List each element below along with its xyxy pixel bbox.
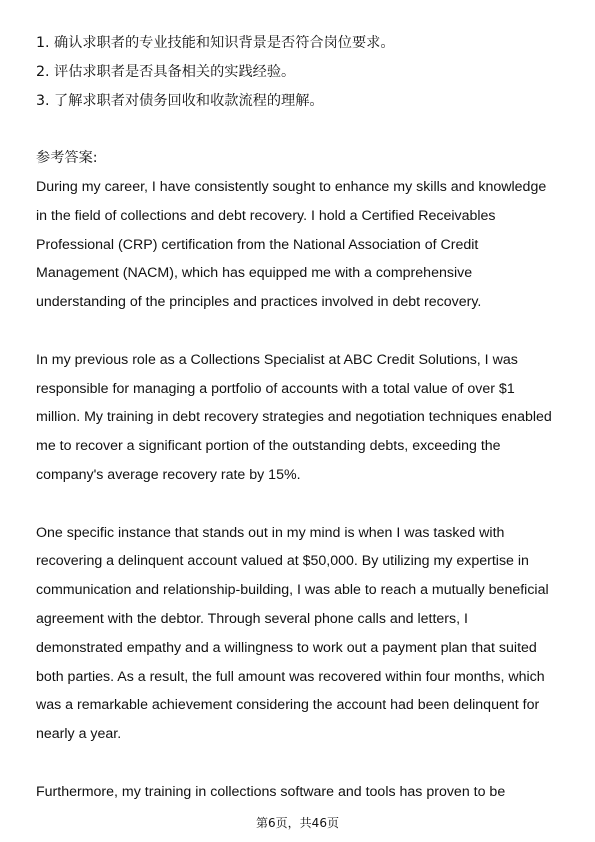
spacer — [36, 749, 564, 778]
question-item: 3. 了解求职者对债务回收和收款流程的理解。 — [36, 92, 324, 109]
paragraph-line: agreement with the debtor. Through several phone calls and letters, I — [36, 610, 468, 627]
spacer — [36, 490, 564, 519]
paragraph-line: was a remarkable achievement considering the account had been delinquent for — [36, 697, 540, 714]
paragraph-line: Management (NACM), which has equipped me with a comprehensive — [36, 265, 473, 282]
paragraph-line: understanding of the principles and practices involved in debt recovery. — [36, 294, 482, 311]
answer-paragraph — [36, 173, 564, 317]
paragraph-line: recovering a delinquent account valued at $50,000. By utilizing my expertise in — [36, 553, 529, 570]
question-item: 1. 确认求职者的专业技能和知识背景是否符合岗位要求。 — [36, 35, 395, 51]
page-content — [36, 29, 564, 807]
answer-paragraph — [36, 778, 564, 807]
paragraph-line: in the field of collections and debt recovery. I hold a Certified Receivables — [36, 207, 496, 224]
paragraph-line: company's average recovery rate by 15%. — [36, 466, 301, 483]
question-list — [36, 29, 564, 115]
question-item: 2. 评估求职者是否具备相关的实践经验。 — [36, 63, 296, 80]
paragraph-line: One specific instance that stands out in my mind is when I was tasked with — [36, 524, 505, 541]
paragraph-line: both parties. As a result, the full amount was recovered within four months, which — [36, 668, 545, 685]
paragraph-line: communication and relationship-building, I was able to reach a mutually beneficial — [36, 582, 549, 599]
answer-heading: 参考答案: — [36, 150, 98, 167]
paragraph-line: me to recover a significant portion of the outstanding debts, exceeding the — [36, 438, 501, 455]
paragraph-line: Furthermore, my training in collections software and tools has proven to be — [36, 783, 506, 800]
answer-paragraph — [36, 519, 564, 749]
paragraph-line: nearly a year. — [36, 726, 122, 743]
paragraph-line: million. My training in debt recovery strategies and negotiation techniques enabled — [36, 409, 552, 426]
paragraph-line: demonstrated empathy and a willingness to work out a payment plan that suited — [36, 639, 537, 656]
paragraph-line: In my previous role as a Collections Specialist at ABC Credit Solutions, I was — [36, 351, 518, 368]
answer-paragraph — [36, 346, 564, 490]
paragraph-line: Professional (CRP) certification from the National Association of Credit — [36, 236, 479, 253]
paragraph-line: responsible for managing a portfolio of accounts with a total value of over $1 — [36, 380, 515, 397]
spacer — [36, 317, 564, 346]
page-number-footer: 第6页，共46页 — [256, 816, 339, 830]
spacer — [36, 115, 564, 144]
paragraph-line: During my career, I have consistently sought to enhance my skills and knowledge — [36, 178, 547, 195]
